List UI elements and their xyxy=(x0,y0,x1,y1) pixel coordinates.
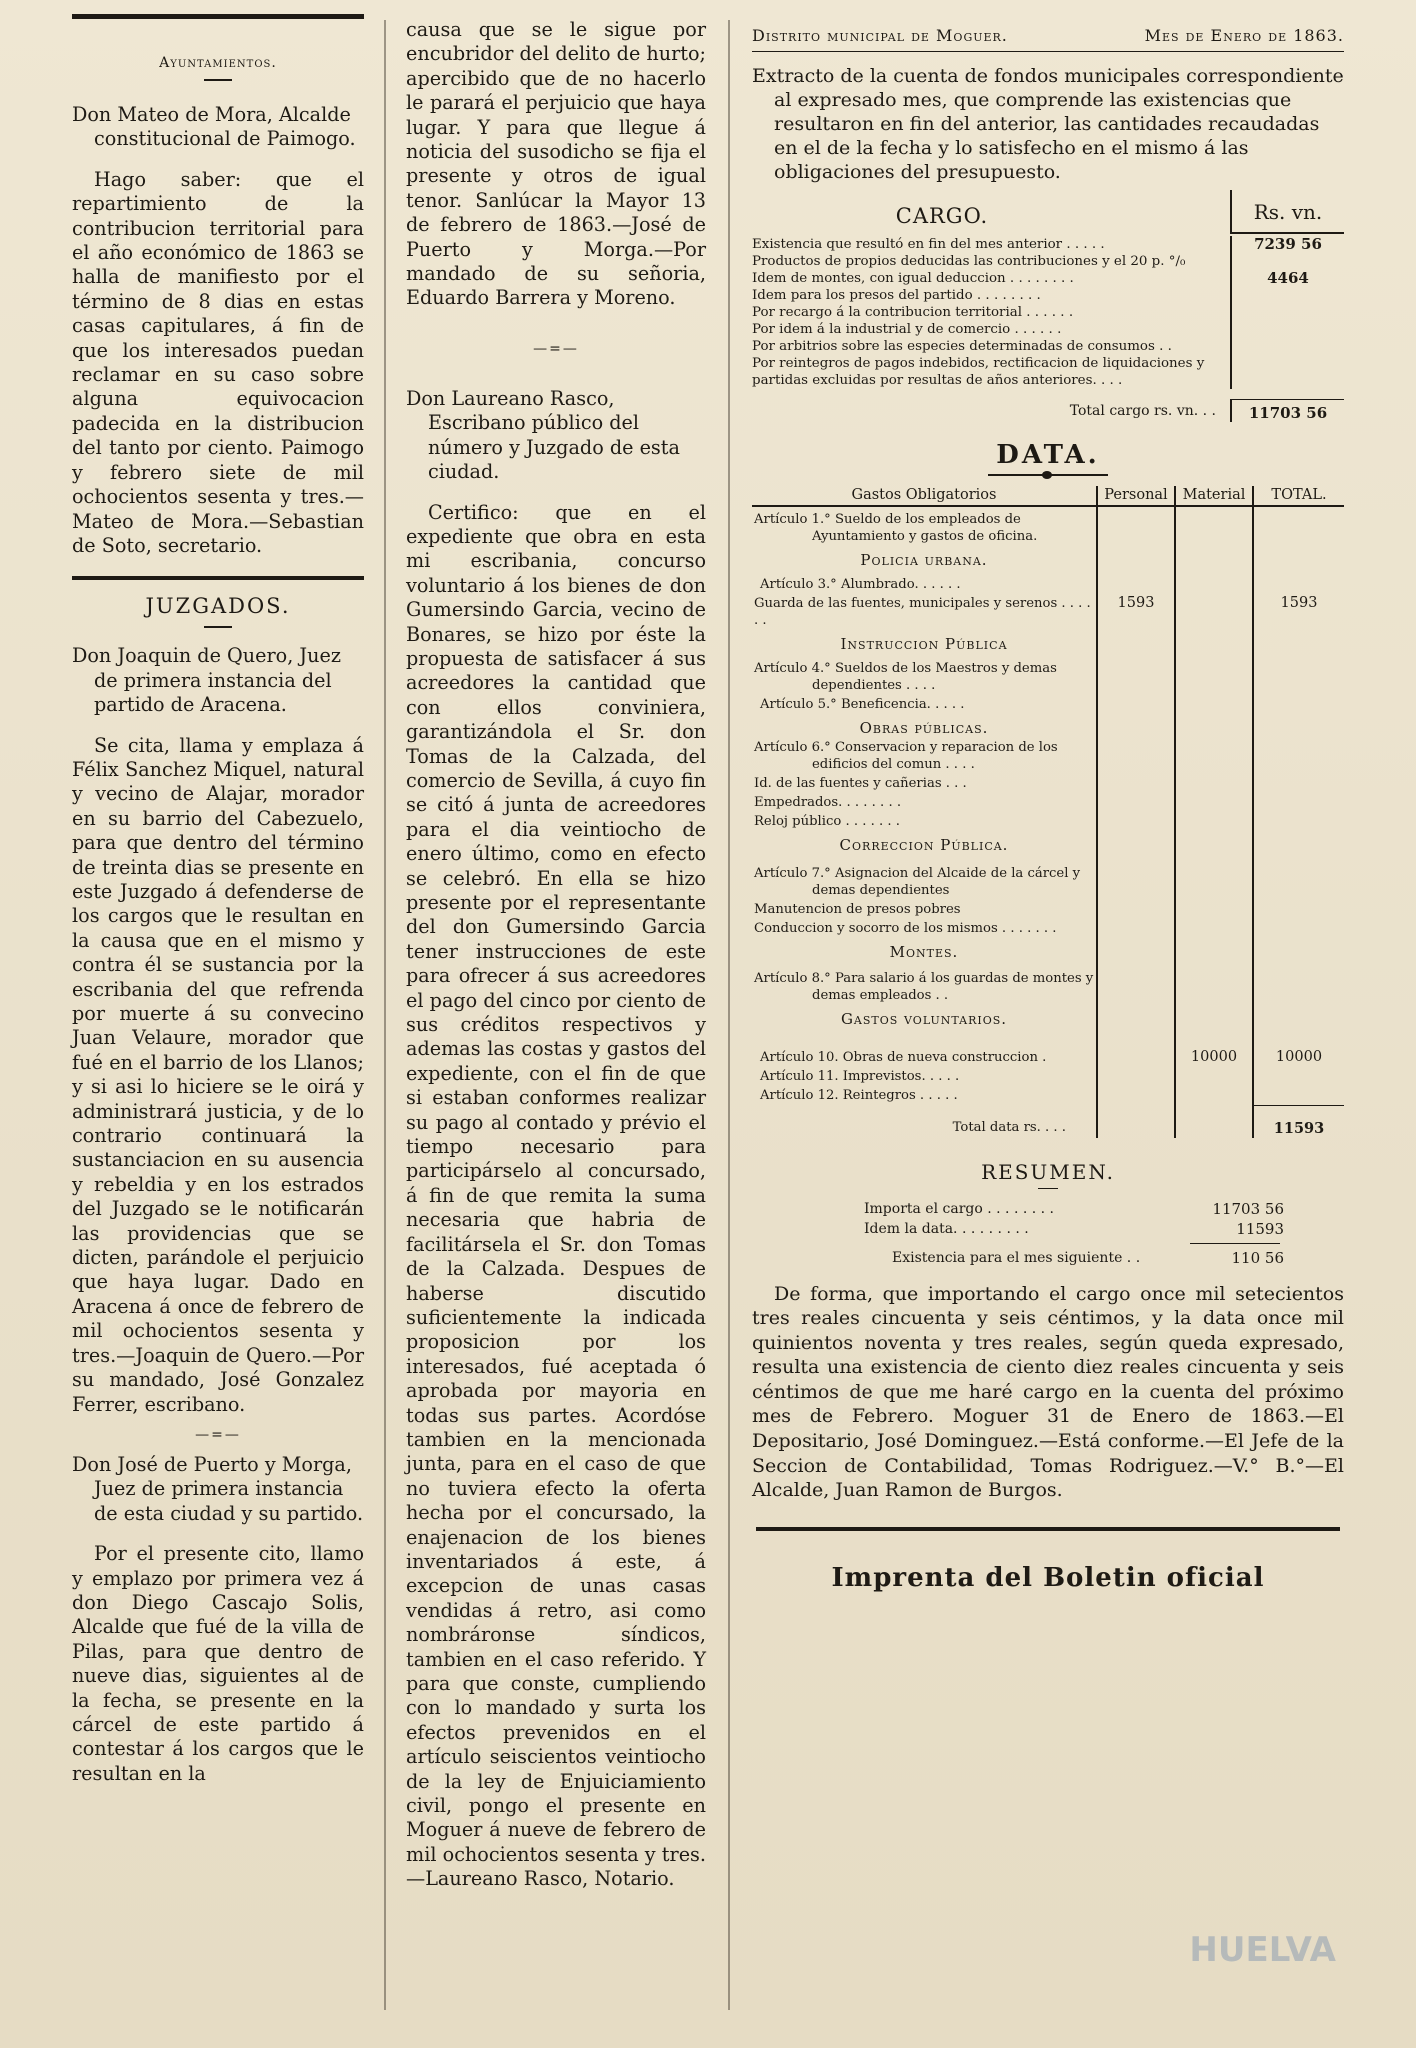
bottom-rule xyxy=(756,1527,1340,1531)
cargo-item-label: Idem para los presos del partido . . . . . . . . xyxy=(752,288,1041,303)
cargo-item xyxy=(752,321,1344,338)
resumen-dash xyxy=(1038,1188,1058,1189)
top-rule xyxy=(72,14,364,19)
cargo-item-label: Por reintegros de pagos indebidos, rectificacion de liquidaciones y partidas excluidas por resultas de años anteriores. . . . xyxy=(752,356,1205,388)
resumen-cargo-label: Importa el cargo . . . . . . . . xyxy=(864,1200,1054,1217)
cargo-item xyxy=(752,287,1344,304)
row-art6-fuentes: Id. de las fuentes y cañerias . . . xyxy=(754,776,967,791)
notice-header-rasco: Don Laureano Rasco, Escribano público del número y Juzgado de esta ciudad. xyxy=(406,386,680,484)
cargo-item-amount xyxy=(1230,287,1344,304)
cargo-item xyxy=(752,304,1344,321)
notice-header-mora: Don Mateo de Mora, Alcalde constitucional de Paimogo. xyxy=(72,103,356,151)
extracto-paragraph: Extracto de la cuenta de fondos municipales correspondiente al expresado mes, que comprende las existencias que resultaron en fin del anterior, las cantidades recaudadas en el de la fecha y lo satisfecho en el mismo á las obligaciones del presupuesto. xyxy=(752,65,1344,183)
row-art10: Artículo 10. Obras de nueva construccion . xyxy=(760,1050,1047,1065)
cargo-item xyxy=(752,236,1344,253)
art3-personal-value: 1593 xyxy=(1097,594,1175,630)
data-ornament xyxy=(988,474,1108,476)
subhead-correccion: Correccion Pública. xyxy=(839,836,1009,854)
row-art6-reloj: Reloj público . . . . . . . xyxy=(754,814,900,829)
art3-total-value: 1593 xyxy=(1253,594,1344,630)
resumen-rule xyxy=(1190,1243,1280,1244)
row-art5: Artículo 5.° Beneficencia. . . . . xyxy=(760,697,965,712)
cargo-list xyxy=(752,236,1344,389)
currency-head: Rs. vn. xyxy=(1230,190,1344,234)
notice-body-puerto-continued: causa que se le sigue por encubridor del delito de hurto; apercibido que de no hacerlo le parará el perjuicio que haya lugar. Y para que llegue á noticia del susodicho se fija el presente y otros de igual tenor. Sanlúcar la Mayor 13 de febrero de 1863.—José de Puerto y Morga.—Por mandado de su señoria, Eduardo Barrera y Moreno. xyxy=(406,18,707,310)
cargo-item xyxy=(752,270,1344,287)
cargo-item-label: Por recargo á la contribucion territorial . . . . . . xyxy=(752,305,1074,320)
cargo-item-amount: 7239 56 xyxy=(1230,236,1344,253)
row-art3: Artículo 3.° Alumbrado. . . . . . xyxy=(760,577,961,592)
cargo-total-label: Total cargo rs. vn. . . xyxy=(1069,403,1216,419)
district-label: Distrito municipal de Moguer. xyxy=(752,26,1008,45)
row-art6-empedrados: Empedrados. . . . . . . . xyxy=(754,795,902,810)
notice-body-mora: Hago saber: que el repartimiento de la contribucion territorial para el año económico de 1863 se halla de manifiesto por el término de 8 dias en estas casas capitulares, á fin de que los interesados puedan reclamar en su caso sobre alguna equivocacion padecida en la distribucion del tanto por ciento. Paimogo y febrero siete de mil ochocientos sesenta y tres.—Mateo de Mora.—Sebastian de Soto, secretario. xyxy=(72,167,364,557)
cargo-item-label: Por idem á la industrial y de comercio . . . . . . xyxy=(752,322,1062,337)
row-art1: Artículo 1.° Sueldo de los empleados de Ayuntamiento y gastos de oficina. xyxy=(754,512,1038,544)
row-art11: Artículo 11. Imprevistos. . . . . xyxy=(760,1069,960,1084)
column-2 xyxy=(406,0,706,1892)
cargo-item xyxy=(752,338,1344,355)
data-total-value: 11593 xyxy=(1253,1105,1344,1138)
row-art7-manutencion: Manutencion de presos pobres xyxy=(754,902,961,917)
row-art7-conduccion: Conduccion y socorro de los mismos . . . . . . . xyxy=(754,921,1057,936)
divider-dash xyxy=(204,79,232,81)
cargo-item-amount xyxy=(1230,338,1344,355)
subhead-montes: Montes. xyxy=(889,943,959,961)
row-art3-guarda: Guarda de las fuentes, municipales y serenos . . . . . . xyxy=(754,596,1091,628)
subhead-policia: Policia urbana. xyxy=(860,551,988,569)
resumen-existencia-value: 110 56 xyxy=(1231,1248,1284,1267)
row-art12: Artículo 12. Reintegros . . . . . xyxy=(760,1088,958,1103)
col-head-total: TOTAL. xyxy=(1253,486,1344,506)
resumen-existencia-label: Existencia para el mes siguiente . . xyxy=(892,1249,1141,1266)
divider-ornament: —=— xyxy=(533,340,579,357)
resumen-data-value: 11593 xyxy=(1236,1219,1284,1238)
cargo-section xyxy=(752,200,1344,422)
cargo-item-amount xyxy=(1230,355,1344,389)
section-head-juzgados: JUZGADOS. xyxy=(145,594,291,619)
resumen-cargo-value: 11703 56 xyxy=(1212,1199,1284,1218)
cargo-item xyxy=(752,253,1344,270)
account-header xyxy=(752,0,1344,52)
column-rule-1 xyxy=(384,20,386,2010)
cargo-total-value: 11703 56 xyxy=(1230,399,1344,422)
data-total-label: Total data rs. . . . xyxy=(952,1120,1066,1135)
huelva-watermark: HUELVA xyxy=(1189,1930,1336,1970)
subhead-instruccion: Instruccion Pública xyxy=(840,635,1008,653)
col-head-material: Material xyxy=(1175,486,1253,506)
month-label: Mes de Enero de 1863. xyxy=(1144,26,1344,45)
resumen-title: RESUMEN. xyxy=(981,1159,1115,1184)
section-head-ayuntamientos: Ayuntamientos. xyxy=(159,55,277,71)
data-title: DATA. xyxy=(996,440,1100,470)
cargo-item-label: Productos de propios deducidas las contribuciones y el 20 p. °/₀ xyxy=(752,254,1186,269)
column-1 xyxy=(72,0,364,1786)
row-art7: Artículo 7.° Asignacion del Alcaide de la cárcel y demas dependientes xyxy=(754,866,1081,898)
subhead-gastos-voluntarios: Gastos voluntarios. xyxy=(840,1010,1008,1028)
resumen-row-data xyxy=(752,1219,1344,1239)
cargo-total-row xyxy=(752,399,1344,422)
column-3 xyxy=(752,0,1344,1593)
notice-header-quero: Don Joaquin de Quero, Juez de primera instancia del partido de Aracena. xyxy=(72,644,341,717)
cargo-item-amount xyxy=(1230,253,1344,270)
resumen-block xyxy=(752,1199,1344,1268)
resumen-row-cargo xyxy=(752,1199,1344,1219)
row-art4: Artículo 4.° Sueldos de los Maestros y demas dependientes . . . . xyxy=(754,661,1057,693)
cargo-item-label: Existencia que resultó en fin del mes anterior . . . . . xyxy=(752,237,1105,252)
row-art8: Artículo 8.° Para salario á los guardas de montes y demas empleados . . xyxy=(754,971,1094,1003)
resumen-data-label: Idem la data. . . . . . . . . xyxy=(864,1220,1029,1237)
notice-body-quero: Se cita, llama y emplaza á Félix Sanchez Miquel, natural y vecino de Alajar, morador en su barrio del Cabezuelo, para que dentro del término de treinta dias se presente en este Juzgado á defenderse de los cargos que le resultan en la causa que en el mismo y contra él se sustancia por la escribania del que refrenda por muerte á su convecino Juan Velaure, morador que fué en el barrio de los Llanos; y si asi lo hiciere se le oirá y administrará justicia, y de lo contrario continuará la sustanciacion en su ausencia y rebeldia y en los estrados del Juzgado se le notificarán las providencias que se dicten, parándole el perjuicio que haya lugar. Dado en Aracena á once de febrero de mil ochocientos sesenta y tres.—Joaquin de Quero.—Por su mandado, José Gonzalez Ferrer, escribano. xyxy=(72,733,364,1416)
cargo-item-label: Idem de montes, con igual deduccion . . . . . . . . xyxy=(752,271,1074,286)
cargo-item-label: Por arbitrios sobre las especies determinadas de consumos . . xyxy=(752,339,1172,354)
gastos-obligatorios-head: Gastos Obligatorios xyxy=(752,486,1097,506)
subhead-obras: Obras públicas. xyxy=(859,719,989,737)
cargo-title: CARGO. xyxy=(895,204,989,228)
section-rule xyxy=(72,576,364,580)
row-art6: Artículo 6.° Conservacion y reparacion de los edificios del comun . . . . xyxy=(754,740,1058,772)
closing-paragraph: De forma, que importando el cargo once mil setecientos tres reales cincuenta y seis céntimos, y la data once mil quinientos noventa y tres reales, según queda expresado, resulta una existencia de ciento diez reales cincuenta y seis céntimos de que me haré cargo en la cuenta del próximo mes de Febrero. Moguer 31 de Enero de 1863.—El Depositario, José Dominguez.—Está conforme.—El Jefe de la Seccion de Contabilidad, Tomas Rodriguez.—V.° B.°—El Alcalde, Juan Ramon de Burgos. xyxy=(752,1282,1344,1502)
cargo-item xyxy=(752,355,1344,389)
resumen-row-existencia xyxy=(752,1248,1344,1268)
art10-material-value: 10000 xyxy=(1175,1029,1253,1067)
divider-dash xyxy=(204,626,232,628)
notice-body-puerto: Por el presente cito, llamo y emplazo por primera vez á don Diego Cascajo Solis, Alcalde que fué de la villa de Pilas, para que dentro de nueve dias, siguientes al de la fecha, se presente en la cárcel de este partido á contestar á los cargos que le resultan en la xyxy=(72,1542,364,1785)
cargo-item-amount xyxy=(1230,321,1344,338)
art10-total-value: 10000 xyxy=(1253,1029,1344,1067)
col-head-personal: Personal xyxy=(1097,486,1175,506)
notice-body-rasco: Certifico: que en el expediente que obra en esta mi escribania, concurso voluntario á los bienes de don Gumersindo Garcia, vecino de Bonares, se hizo por éste la propuesta de satisfacer á sus acreedores la cantidad que con ellos conviniera, garantizándola el Sr. don Tomas de la Calzada, del comercio de Sevilla, á cuyo fin se citó á junta de acreedores para el dia veintiocho de enero último, como en efecto se celebró. En ella se hizo presente por el representante del don Gumersindo Garcia tener instrucciones de este para ofrecer á sus acreedores el pago del cinco por ciento de sus créditos respectivos y ademas las costas y gastos del expediente, con el fin de que si estaban conformes realizar su pago al contado y prévio el tiempo necesario para participárselo al concursado, á fin de que remita la suma necesaria que habria de facilitársela el Sr. don Tomas de la Calzada. Despues de haberse discutido suficientemente la indicada proposicion por los interesados, fué aceptada ó aprobada por mayoria en todas sus partes. Acordóse tambien en la mencionada junta, para en el caso de que no tuviera efecto la oferta hecha por el concursado, la enajenacion de los bienes inventariados á este, á excepcion de unas casas vendidas á retro, asi como nombráronse síndicos, tambien en el caso referido. Y para que conste, cumpliendo con lo mandado y surta los efectos prevenidos en el artículo seiscientos veintiocho de la ley de Enjuiciamiento civil, pongo el presente en Moguer á nueve de febrero de mil ochocientos sesenta y tres.—Laureano Rasco, Notario. xyxy=(406,500,706,1891)
cargo-item-amount: 4464 xyxy=(1230,270,1344,287)
column-rule-2 xyxy=(728,20,730,2010)
cargo-item-amount xyxy=(1230,304,1344,321)
notice-header-puerto: Don José de Puerto y Morga, Juez de primera instancia de esta ciudad y su partido. xyxy=(72,1452,364,1525)
divider-ornament: —=— xyxy=(195,1426,241,1443)
data-table xyxy=(752,486,1344,1138)
imprenta-footer: Imprenta del Boletin oficial xyxy=(831,1562,1265,1593)
